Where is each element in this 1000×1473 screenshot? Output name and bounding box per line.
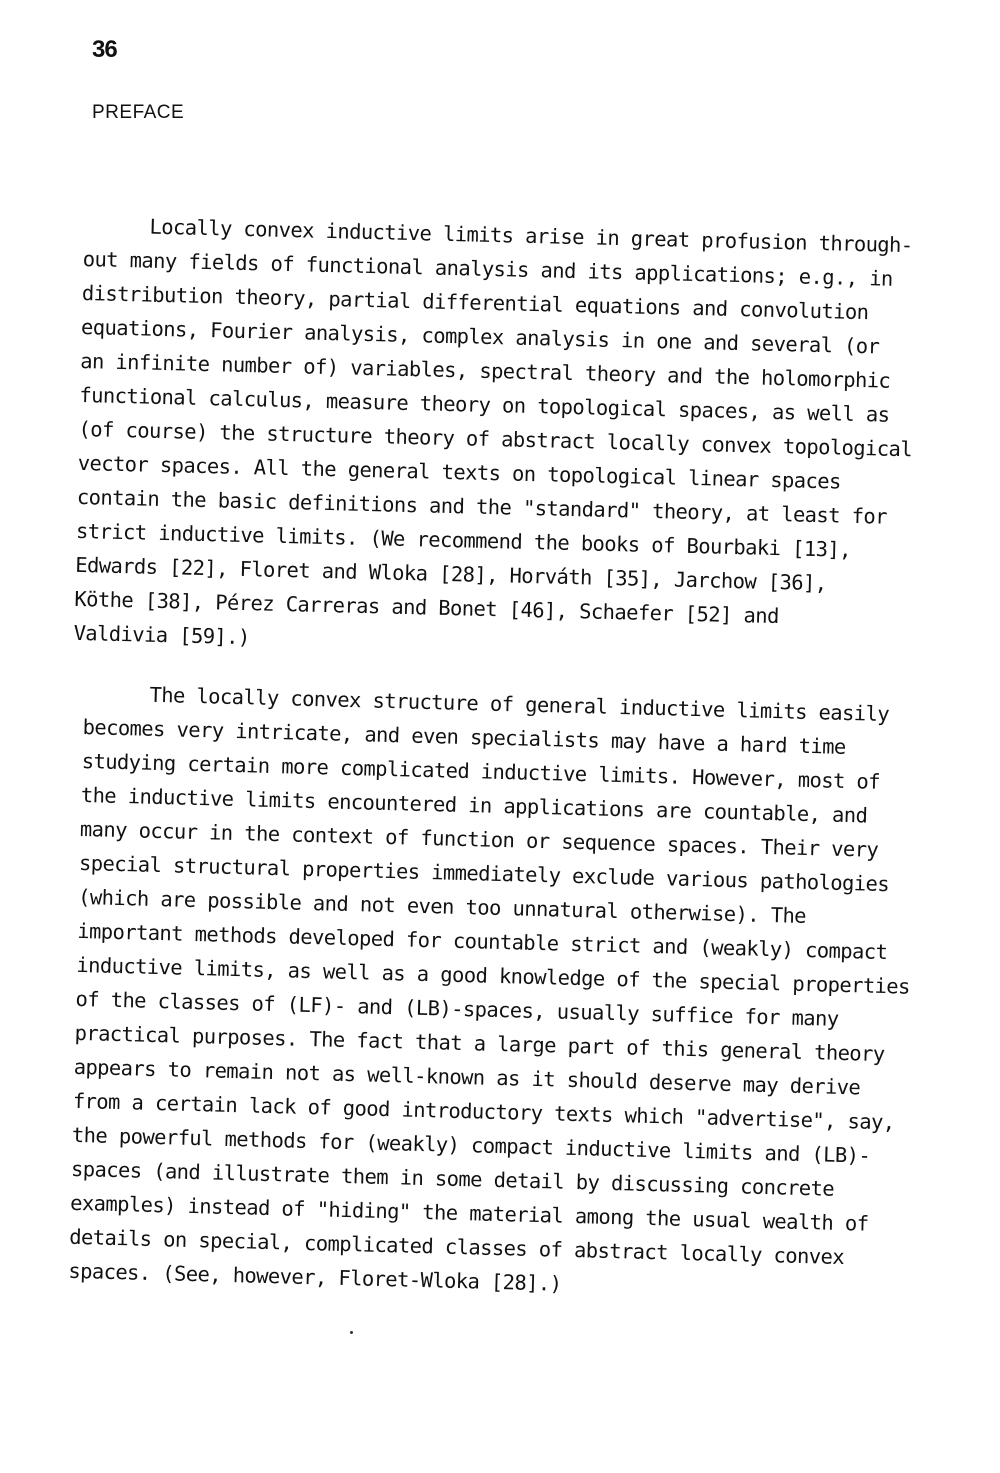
page-number: 36 [92,36,117,63]
section-title: PREFACE [92,102,185,123]
text-line: an infinite number of) variables, spectral theory and the holomorphic [79,348,891,393]
text-line: many occur in the context of function or sequence spaces. Their very [79,816,879,862]
text-line: strict inductive limits. (We recommend the books of Bourbaki [13], [75,518,852,562]
text-line: details on special, complicated classes of abstract locally convex [69,1224,845,1270]
text-line: of the classes of (LF)- and (LB)-spaces, usually suffice for many [75,986,839,1031]
text-line: The locally convex structure of general inductive limits easily [149,682,890,727]
text-line: Edwards [22], Floret and Wloka [28], Horváth [35], Jarchow [36], [74,552,827,596]
text-line: contain the basic definitions and the "standard" theory, at least for [76,484,888,529]
text-line: spaces (and illustrate them in some detail by discussing concrete [70,1156,835,1201]
text-line: inductive limits, as well as a good knowledge of the special properties [76,952,911,999]
text-line: spaces. (See, however, Floret-Wloka [28].) [68,1258,562,1296]
text-line: Locally convex inductive limits arise in great profusion through- [149,214,913,258]
text-line: from a certain lack of good introductory texts which "advertise", say, [72,1088,895,1135]
text-line: examples) instead of "hiding" the material among the usual wealth of [69,1190,869,1236]
text-line: Köthe [38], Pérez Carreras and Bonet [46], Schaefer [52] and [74,586,780,629]
text-line: (of course) the structure theory of abstract locally convex topological [78,416,913,462]
text-line: out many fields of functional analysis and its applications; e.g., in [82,246,894,291]
text-line: (which are possible and not even too unnatural otherwise). The [77,884,807,928]
text-line: equations, Fourier analysis, complex analysis in one and several (or [80,314,880,359]
text-line: practical purposes. The fact that a large part of this general theory [74,1020,885,1067]
text-line: Valdivia [59].) [73,620,250,650]
text-line: the powerful methods for (weakly) compact inductive limits and (LB)- [71,1122,871,1168]
paragraph-2 [68,676,944,1310]
text-line: special structural properties immediately exclude various pathologies [78,850,890,897]
text-line: the inductive limits encountered in applications are countable, and [80,782,868,828]
text-line: important methods developed for countable strict and (weakly) compact [77,918,888,965]
text-line: functional calculus, measure theory on topological spaces, as well as [79,382,890,427]
text-line: appears to remain not as well-known as it should deserve may derive [73,1054,861,1100]
paragraph-1 [73,208,944,671]
ink-speck [350,1331,353,1334]
text-line: studying certain more complicated inductive limits. However, most of [81,748,881,794]
text-line: vector spaces. All the general texts on topological linear spaces [77,450,842,494]
text-line: becomes very intricate, and even specialists may have a hard time [82,714,846,759]
text-line: distribution theory, partial differential equations and convolution [81,280,869,325]
